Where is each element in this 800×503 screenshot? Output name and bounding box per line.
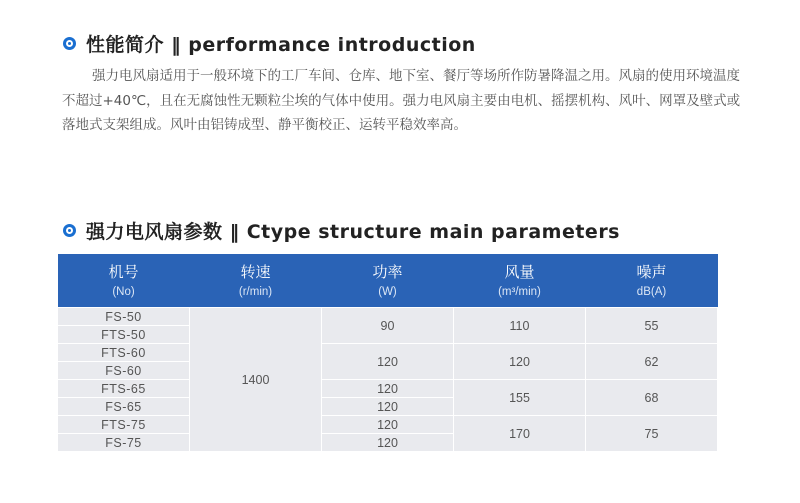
power-cell: 90 — [322, 308, 454, 344]
column-header-power: 功率 (W) — [322, 254, 454, 308]
bullet-icon — [63, 37, 76, 50]
model-cell: FS-75 — [58, 434, 190, 452]
power-cell: 120 — [322, 416, 454, 434]
speed-cell: 1400 — [190, 308, 322, 452]
model-cell: FTS-75 — [58, 416, 190, 434]
parameters-table — [57, 254, 717, 452]
table-row — [58, 308, 718, 326]
table-header-row — [58, 254, 718, 308]
model-cell: FTS-65 — [58, 380, 190, 398]
airflow-cell: 120 — [454, 344, 586, 380]
column-header-airflow: 风量 (m³/min) — [454, 254, 586, 308]
model-cell: FTS-60 — [58, 344, 190, 362]
airflow-cell: 110 — [454, 308, 586, 344]
model-cell: FS-60 — [58, 362, 190, 380]
intro-paragraph: 强力电风扇适用于一般环境下的工厂车间、仓库、地下室、餐厅等场所作防暑降温之用。风扇的使用环境温度不超过+40℃，且在无腐蚀性无颗粒尘埃的气体中使用。强力电风扇主要由电机、摇摆机构、风叶、网罩及壁式或落地式支架组成。风叶由铝铸成型、静平衡校正、运转平稳效率高。 — [62, 68, 741, 133]
table-row — [58, 380, 718, 398]
airflow-cell: 170 — [454, 416, 586, 452]
model-cell: FS-65 — [58, 398, 190, 416]
section-performance-header — [63, 30, 476, 57]
column-header-speed: 转速 (r/min) — [190, 254, 322, 308]
table-row — [58, 416, 718, 434]
power-cell: 120 — [322, 434, 454, 452]
airflow-cell: 155 — [454, 380, 586, 416]
section-title: 强力电风扇参数 ‖ Ctype structure main parameters — [86, 221, 620, 243]
noise-cell: 62 — [586, 344, 718, 380]
noise-cell: 55 — [586, 308, 718, 344]
noise-cell: 68 — [586, 380, 718, 416]
power-cell: 120 — [322, 380, 454, 398]
section-parameters-header — [63, 217, 620, 244]
power-cell: 120 — [322, 344, 454, 380]
model-cell: FTS-50 — [58, 326, 190, 344]
noise-cell: 75 — [586, 416, 718, 452]
column-header-model: 机号 (No) — [58, 254, 190, 308]
column-header-noise: 噪声 dB(A) — [586, 254, 718, 308]
section-title: 性能简介 ‖ performance introduction — [86, 34, 476, 56]
bullet-icon — [63, 224, 76, 237]
model-cell: FS-50 — [58, 308, 190, 326]
table-row — [58, 344, 718, 362]
power-cell: 120 — [322, 398, 454, 416]
